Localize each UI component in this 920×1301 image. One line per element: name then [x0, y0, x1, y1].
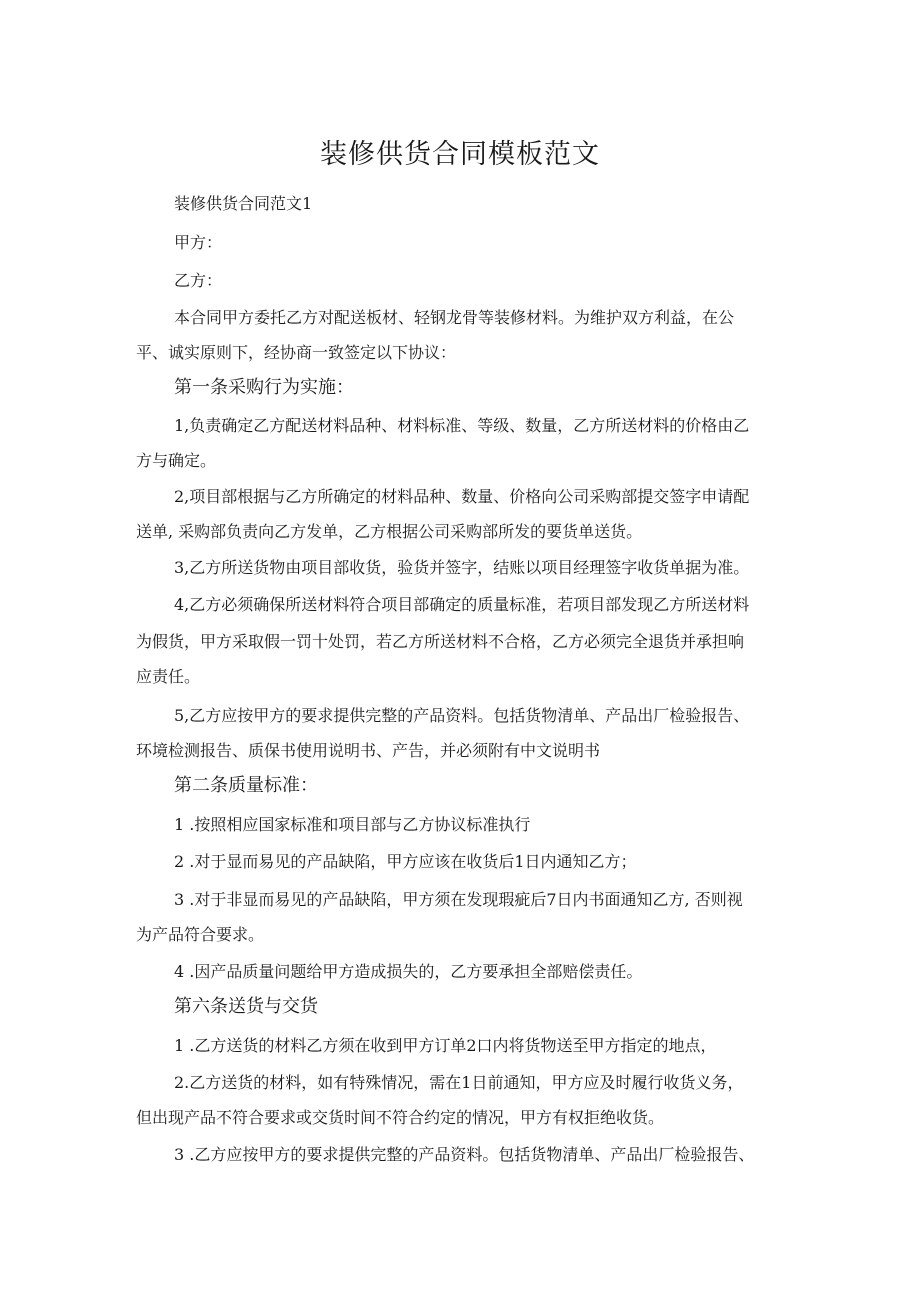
article-6-item-3: 3 .乙方应按甲方的要求提供完整的产品资料。包括货物清单、产品出厂检验报告、 [174, 1145, 755, 1164]
preamble-line-2: 平、诚实原则下，经协商一致签定以下协议： [136, 343, 457, 362]
article-1-item-4-line-1: 4,乙方必须确保所送材料符合项目部确定的质量标准，若项目部发现乙方所送材料 [174, 595, 750, 614]
article-1-item-1-line-2: 方与确定。 [136, 451, 217, 470]
article-1-item-3: 3,乙方所送货物由项目部收货，验货并签字，结账以项目经理签字收货单据为准。 [174, 558, 750, 577]
article-1-item-2-line-1: 2,项目部根据与乙方所确定的材料品种、数量、价格向公司采购部提交签字申请配 [174, 487, 750, 506]
article-6-item-2-line-2: 但出现产品不符合要求或交货时间不符合约定的情况，甲方有权拒绝收货。 [136, 1108, 665, 1127]
article-1-item-4-line-3: 应责任。 [136, 667, 201, 686]
article-1-heading: 第一条采购行为实施： [174, 377, 354, 398]
article-6-heading: 第六条送货与交货 [174, 996, 318, 1017]
article-2-item-1: 1 .按照相应国家标准和项目部与乙方协议标准执行 [174, 815, 531, 834]
article-2-item-2: 2 .对于显而易见的产品缺陷，甲方应该在收货后1日内通知乙方； [174, 852, 637, 871]
article-1-item-4-line-2: 为假货，甲方采取假一罚十处罚，若乙方所送材料不合格，乙方必须完全退货并承担响 [136, 632, 745, 651]
party-b-line: 乙方： [174, 271, 223, 290]
article-2-heading: 第二条质量标准： [174, 775, 318, 796]
article-6-item-2-line-1: 2.乙方送货的材料，如有特殊情况，需在1日前通知，甲方应及时履行收货义务， [174, 1073, 744, 1092]
party-a-line: 甲方： [174, 233, 223, 252]
article-1-item-5-line-1: 5,乙方应按甲方的要求提供完整的产品资料。包括货物清单、产品出厂检验报告、 [174, 706, 750, 725]
article-1-item-2-line-2: 送单, 采购部负责向乙方发单，乙方根据公司采购部所发的要货单送货。 [136, 522, 643, 541]
preamble-line-1: 本合同甲方委托乙方对配送板材、轻钢龙骨等装修材料。为维护双方利益，在公 [174, 308, 735, 327]
article-1-item-1-line-1: 1,负责确定乙方配送材料品种、材料标准、等级、数量，乙方所送材料的价格由乙 [174, 416, 750, 435]
article-2-item-3-line-2: 为产品符合要求。 [136, 925, 265, 944]
article-2-item-3-line-1: 3 .对于非显而易见的产品缺陷，甲方须在发现瑕疵后7日内书面通知乙方, 否则视 [174, 890, 743, 909]
article-1-item-5-line-2: 环境检测报告、质保书使用说明书、产告，并必须附有中文说明书 [136, 741, 601, 760]
contract-subtitle: 装修供货合同范文1 [174, 194, 313, 213]
article-2-item-4: 4 .因产品质量问题给甲方造成损失的，乙方要承担全部赔偿责任。 [174, 962, 643, 981]
article-6-item-1: 1 .乙方送货的材料乙方须在收到甲方订单2口内将货物送至甲方指定的地点， [174, 1036, 717, 1055]
document-title: 装修供货合同模板范文 [320, 139, 600, 170]
